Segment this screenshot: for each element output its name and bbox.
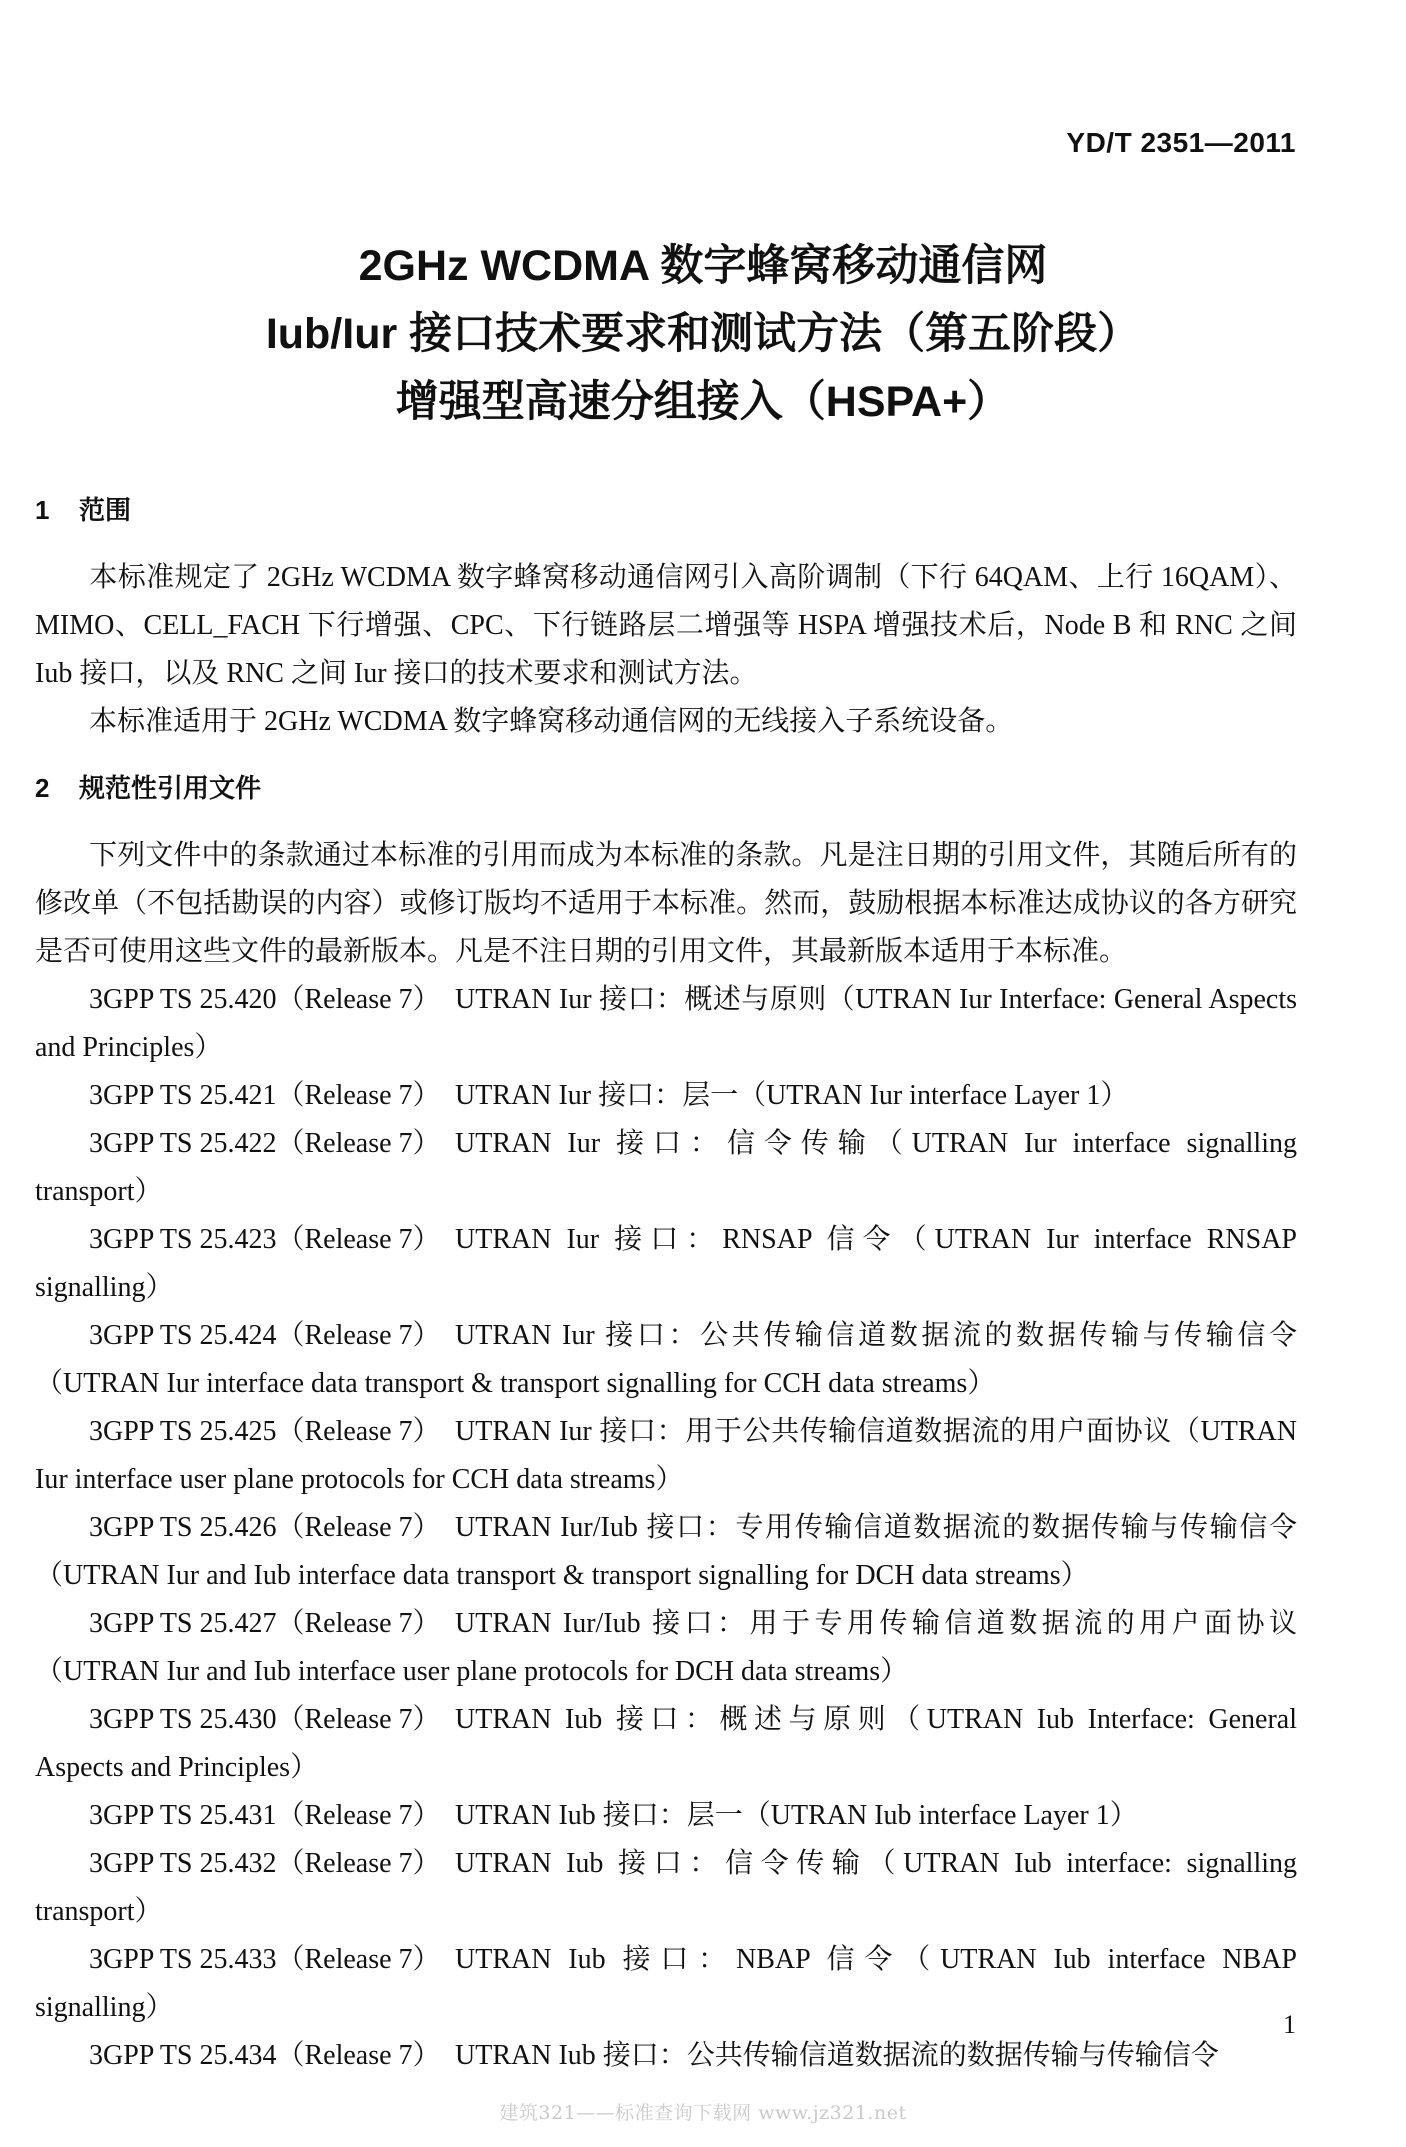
reference-item xyxy=(35,1312,1297,1408)
reference-code: 3GPP TS 25.433（Release 7） xyxy=(89,1944,441,1975)
reference-item xyxy=(35,1600,1297,1696)
reference-title: UTRAN Iub 接口：层一（UTRAN Iub interface Layer 1） xyxy=(455,1800,1138,1831)
section-heading-normative-references xyxy=(35,768,261,805)
section-number: 1 xyxy=(35,495,50,525)
reference-code: 3GPP TS 25.420（Release 7） xyxy=(89,984,441,1015)
reference-title: UTRAN Iub 接口：公共传输信道数据流的数据传输与传输信令 xyxy=(455,2040,1219,2071)
section-title: 范围 xyxy=(79,495,132,525)
reference-code: 3GPP TS 25.427（Release 7） xyxy=(89,1608,441,1639)
title-line-2: Iub/Iur 接口技术要求和测试方法（第五阶段） xyxy=(265,310,1141,358)
reference-title: UTRAN Iur 接口：层一（UTRAN Iur interface Layer 1） xyxy=(455,1080,1129,1111)
standard-code: YD/T 2351—2011 xyxy=(1066,127,1296,158)
reference-item xyxy=(35,1792,1297,1840)
reference-item xyxy=(35,1216,1297,1312)
reference-item xyxy=(35,1936,1297,2032)
reference-title: UTRAN Iur 接口：信令传输（UTRAN Iur interface signalling transport） xyxy=(35,1128,1297,1207)
document-title xyxy=(0,232,1406,436)
reference-title: UTRAN Iub 接口：NBAP 信令（UTRAN Iub interface NBAP signalling） xyxy=(35,1944,1297,2023)
reference-code: 3GPP TS 25.434（Release 7） xyxy=(89,2040,441,2071)
reference-title: UTRAN Iub 接口：概述与原则（UTRAN Iub Interface: General Aspects and Principles） xyxy=(35,1704,1297,1783)
reference-list xyxy=(35,976,1297,2080)
reference-item xyxy=(35,1072,1297,1120)
reference-title: UTRAN Iur 接口：用于公共传输信道数据流的用户面协议（UTRAN Iur interface user plane protocols for CCH data streams） xyxy=(35,1416,1297,1495)
reference-title: UTRAN Iur 接口：概述与原则（UTRAN Iur Interface: General Aspects and Principles） xyxy=(35,984,1297,1063)
reference-item xyxy=(35,1696,1297,1792)
reference-code: 3GPP TS 25.423（Release 7） xyxy=(89,1224,441,1255)
reference-code: 3GPP TS 25.431（Release 7） xyxy=(89,1800,441,1831)
reference-item xyxy=(35,976,1297,1072)
title-line-3: 增强型高速分组接入（HSPA+） xyxy=(395,378,1011,426)
reference-title: UTRAN Iub 接口：信令传输（UTRAN Iub interface: signalling transport） xyxy=(35,1848,1297,1927)
reference-code: 3GPP TS 25.421（Release 7） xyxy=(89,1080,441,1111)
page-number: 1 xyxy=(1283,2010,1296,2039)
section-number: 2 xyxy=(35,773,50,803)
reference-title: UTRAN Iur 接口：RNSAP 信令（UTRAN Iur interface RNSAP signalling） xyxy=(35,1224,1297,1303)
reference-item xyxy=(35,1120,1297,1216)
reference-item xyxy=(35,1840,1297,1936)
section-heading-scope xyxy=(35,490,131,527)
reference-title: UTRAN Iur 接口：公共传输信道数据流的数据传输与传输信令（UTRAN Iur interface data transport & transport signalling for CCH data streams） xyxy=(35,1320,1297,1399)
reference-item xyxy=(35,1408,1297,1504)
reference-code: 3GPP TS 25.426（Release 7） xyxy=(89,1512,441,1543)
reference-title: UTRAN Iur/Iub 接口：用于专用传输信道数据流的用户面协议（UTRAN Iur and Iub interface user plane protocols for DCH data streams） xyxy=(35,1608,1297,1687)
reference-code: 3GPP TS 25.422（Release 7） xyxy=(89,1128,441,1159)
reference-code: 3GPP TS 25.430（Release 7） xyxy=(89,1704,441,1735)
title-line-1: 2GHz WCDMA 数字蜂窝移动通信网 xyxy=(358,242,1048,290)
reference-item xyxy=(35,2032,1297,2080)
paragraph: 本标准适用于 2GHz WCDMA 数字蜂窝移动通信网的无线接入子系统设备。 xyxy=(89,706,1014,737)
watermark: 建筑321——标准查询下载网 www.jz321.net xyxy=(499,2102,907,2124)
paragraph: 本标准规定了 2GHz WCDMA 数字蜂窝移动通信网引入高阶调制（下行 64QAM、上行 16QAM）、MIMO、CELL_FACH 下行增强、CPC、下行链路层二增强等 HSPA 增强技术后，Node B 和 RNC 之间 Iub 接口，以及 RNC 之间 Iur 接口的技术要求和测试方法。 xyxy=(35,562,1297,689)
section-title: 规范性引用文件 xyxy=(79,773,262,803)
reference-item xyxy=(35,1504,1297,1600)
reference-code: 3GPP TS 25.424（Release 7） xyxy=(89,1320,441,1351)
reference-code: 3GPP TS 25.432（Release 7） xyxy=(89,1848,441,1879)
paragraph: 下列文件中的条款通过本标准的引用而成为本标准的条款。凡是注日期的引用文件，其随后所有的修改单（不包括勘误的内容）或修订版均不适用于本标准。然而，鼓励根据本标准达成协议的各方研究是否可使用这些文件的最新版本。凡是不注日期的引用文件，其最新版本适用于本标准。 xyxy=(35,840,1297,967)
reference-code: 3GPP TS 25.425（Release 7） xyxy=(89,1416,441,1447)
reference-title: UTRAN Iur/Iub 接口：专用传输信道数据流的数据传输与传输信令（UTRAN Iur and Iub interface data transport & transport signalling for DCH data streams） xyxy=(35,1512,1297,1591)
